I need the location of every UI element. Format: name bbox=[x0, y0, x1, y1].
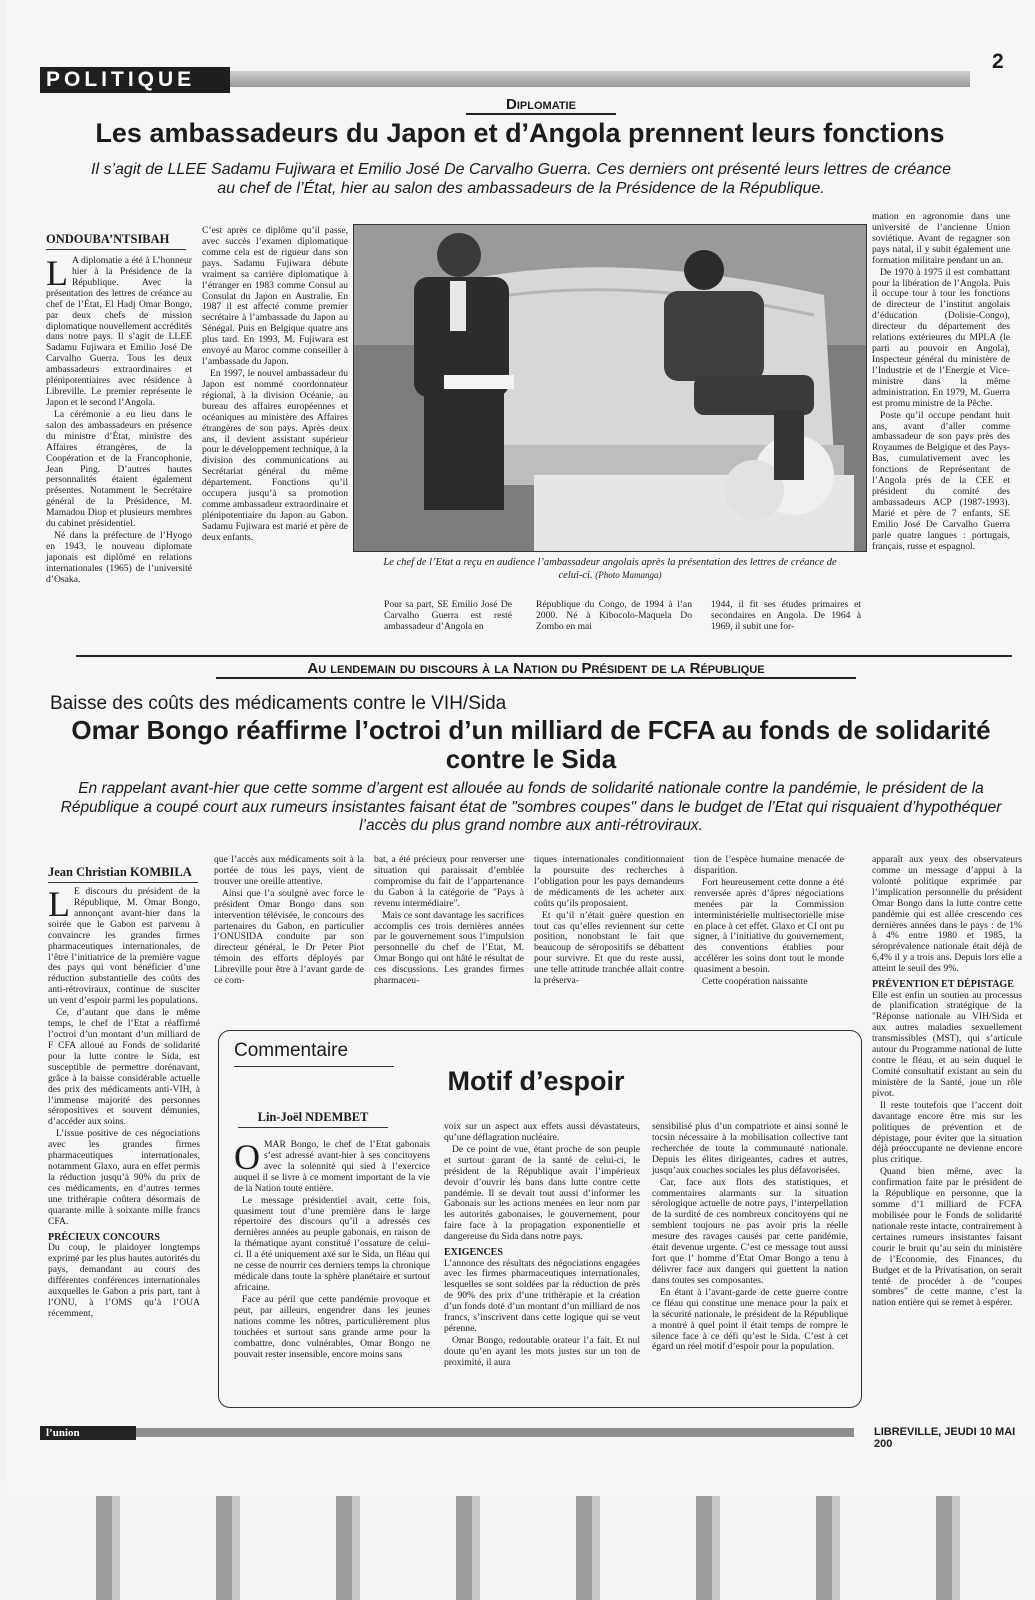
newspaper-sheet bbox=[6, 0, 1035, 1496]
article2-column-4 bbox=[534, 855, 684, 988]
paragraph: Il reste toutefois que l’accent doit davantage encore être mis sur les politiques de prévention et de dépistage, pour éviter que la situation déjà préoccupante ne devienne encore plus critique. bbox=[872, 1099, 1022, 1166]
commentary-byline: Lin-Joël NDEMBET bbox=[238, 1110, 388, 1128]
paragraph: Le message présidentiel avait, cette fois, quasiment tout d’une première dans le large répertoire des discours qu’il a adressés ces dernières années au peuple gabonais, en raison de la thématique ayant constitué l’ossature de celui-ci. Il a été uniquement axé sur le Sida, un fléau qui ne cesse de nourrir ces derniers temps la chronique médicale dans toute la sphère planétaire et surtout africaine. bbox=[234, 1194, 430, 1293]
paragraph: De ce point de vue, étant proche de son peuple et surtout garant de la santé de celui-ci, le président de la République avait l’impérieux devoir d’ouvrir les bans dans lutte contre cette pandémie. Il se devait tout aussi d’informer les Gabonais sur les actions menées en leur nom par les autorités gabonaises, le gouvernement, pour faire face à la propagation exponentielle et dangereuse du Sida dans notre pays. bbox=[444, 1143, 640, 1243]
article1-title: Les ambassadeurs du Japon et d’Angola prennent leurs fonctions bbox=[95, 118, 945, 148]
paragraph: Cette coopération naissante bbox=[702, 976, 808, 988]
paragraph: Ainsi que l’a soulgné avec force le président Omar Bongo dans son intervention télévisée, le concours des partenaires du Gabon, en particulier l’ONUSIDA conduite par son directeur général, le Dr Peter Piot témoin des efforts déployés par Libreville pour être à l’avant garde de ce com- bbox=[214, 887, 364, 987]
article2-column-1 bbox=[48, 884, 200, 1320]
article2-byline: Jean Christian KOMBILA bbox=[48, 865, 198, 883]
paragraph: apparaît aux yeux des observateurs comme un message d’appui à la volonté politique exprimée par l’implication personnelle du président Omar Bongo dans la lutte contre cette pandémie qui est allée crescendo ces dernières années dans le pays : de 1% à 4% entre 1980 et 1985, la séroprévalence nationale était déjà de 6,4% il y a trois ans. Depuis lors elle a atteint le seuil des 9%. bbox=[872, 854, 1022, 975]
paragraph: E discours du président de la République, M. Omar Bongo, annonçant avant-hier dans la soirée que le Gabon est parvenu à convaincre les grandes firmes pharmaceutiques internationales, de l’être l’initiatrice de la première vague des pays qui vont bénéficier d’une réduction substantielle des coûts des anti-rétroviraux, continue de susciter un vent d’espoir parmi les populations. bbox=[48, 886, 200, 1007]
paragraph: Pour sa part, SE Emilio José De Carvalho Guerra est resté ambassadeur d’Angola en bbox=[384, 599, 512, 632]
under-photo-col-2 bbox=[536, 600, 692, 634]
caption-text: Le chef de l’Etat a reçu en audience l’ambassadeur angolais après la présentation des lettres de créance de celui-ci. bbox=[383, 557, 837, 581]
paragraph: De 1970 à 1975 il est combattant pour la libération de l’Angola. Puis il occupe tour à tour les fonctions de directeur de l’institut angolais d’éducation (Dolisie-Congo), directeur du département des relations extérieures du MPLA (le parti au pouvoir en Angola), Inspecteur général du ministère de l’Industrie et de l’Energie et Vice-ministre dans la même administration. En 1979, M. Guerra est promu ministre de la Pêche. bbox=[872, 266, 1010, 409]
article2-column-2 bbox=[214, 855, 364, 988]
rubric-rule bbox=[230, 71, 970, 87]
dateline: LIBREVILLE, JEUDI 10 MAI 200 bbox=[874, 1426, 1016, 1450]
audience-photo bbox=[353, 224, 867, 552]
paragraph: En 1997, le nouvel ambassadeur du Japon est nommé coordonnateur régional, à la division Océanie, au bureau des affaires européennes et océaniques au ministère des Affaires étrangères de son pays. Après deux ans, il devient assistant supérieur pour le développement technique, à la division des communications au Secrétariat général du même département. Fonctions qu’il occupera jusqu’à sa promotion comme ambassadeur extraordinaire et plénipotentiaire du Japon au Gabon. Sadamu Fujiwara est marié et père de deux enfants. bbox=[202, 367, 348, 543]
commentary-title: Motif d’espoir bbox=[447, 1066, 625, 1096]
paragraph: République du Congo, de 1994 à l’an 2000. Né à Kibocolo-Maquela Do Zombo en mai bbox=[536, 599, 692, 632]
paragraph: En étant à l’avant-garde de cette guerre contre ce fléau qui constitue une menace pour la paix et la sécurité nationale, le président de la République a montré à quel point il était temps de rompre le silence face à ce défi qu’est le Sida. C’est à cet égard un réel motif d’espoir pour la population. bbox=[652, 1286, 848, 1353]
article2-column-3 bbox=[374, 855, 524, 988]
paragraph: Du coup, le plaidoyer longtemps exprimé par les plus hautes autorités du pays, demandant au cours des différentes conférences internationales auxquelles le Gabon a pris part, tant à l’ONU, à l’OMS qu’à l’OUA récemment, bbox=[48, 1241, 200, 1319]
paragraph: C’est après ce diplôme qu’il passe, avec succès l’examen diplomatique comme cela est de rigueur dans son pays. Sadamu Fujiwara débute vraiment sa carrière diplomatique à l’étranger en 1983 comme Consul au Consulat du Japon en Australie. En 1987 il est affecté comme premier secrétaire à l’ambassade du Japon au Sénégal. Puis en Belgique quatre ans plus tard. En 1993, M. Fujiwara est envoyé au Maroc comme conseiller à l’ambassade du Japon. bbox=[202, 225, 348, 368]
article1-column-2 bbox=[202, 226, 348, 545]
subheading: EXIGENCES bbox=[444, 1247, 503, 1259]
photo-illustration bbox=[354, 225, 866, 551]
commentary-label-rule bbox=[234, 1066, 394, 1067]
paragraph: A diplomatie a été à bbox=[72, 255, 150, 266]
article1-byline: ONDOUBA’NTSIBAH bbox=[46, 232, 186, 250]
paragraph: sensibilisé plus d’un compatriote et ainsi sonné le tocsin nécessaire à la mobilisation collective tant recherchée de toute la communauté nationale. Depuis les élites dirigeantes, cadres et autres, jusqu’aux couches sociales les plus défavorisées. bbox=[652, 1121, 848, 1176]
newspaper-name: l’union bbox=[40, 1426, 136, 1440]
subheading: PRÉCIEUX CONCOURS bbox=[48, 1231, 160, 1243]
paragraph: Elle est enfin un soutien au processus de planification stratégique de la "Réponse nationale au VIH/Sida et aux autres maladies sexuellement transmissibles (MST), qui s’articule autour du Programme national de lutte contre le fléau, et au sein duquel le Comité consultatif existant au sein du ministère de la Santé, joue un rôle pivot. bbox=[872, 989, 1022, 1099]
paragraph: Né dans la préfecture de l’Hyogo en 1943, le nouveau diplomate japonais est diplômé en relations internationales (1965) de l’université d’Osaka. bbox=[46, 530, 192, 585]
section-divider bbox=[76, 655, 1012, 657]
paragraph: MAR Bongo, le chef de l’Etat gabonais s’est adressé avant-hier à ses concitoyens avec la solennité qui sied à l’exercice auquel il se livre à ce moment important de la vie de la Nation toute entière. bbox=[234, 1139, 430, 1194]
paragraph: Et qu’il n’était guère question en tout cas qu’elles reviennent sur cette position, nonobstant le fait que beaucoup de séropositifs se débattent pour survivre. Et que du reste aussi, une telle attitude tranchée allait contre la préserva- bbox=[534, 909, 684, 987]
page-number: 2 bbox=[992, 50, 1004, 73]
article2-column-6 bbox=[872, 855, 1022, 1310]
article2-kicker: Au lendemain du discours à la Nation du Président de la République bbox=[216, 660, 856, 679]
paragraph: tion de l’espèce humaine menacée de disparition. bbox=[694, 854, 844, 876]
footer-rule bbox=[136, 1428, 854, 1437]
under-photo-col-1 bbox=[384, 600, 512, 634]
article2-title: Omar Bongo réaffirme l’octroi d’un milliard de FCFA au fonds de solidarité contre le Sida bbox=[71, 715, 991, 774]
photo-credit: (Photo Mamanga) bbox=[595, 569, 662, 580]
paragraph: Fort heureusement cette donne a été renversée après d’âpres négociations menées par la Commission interministérielle multisectorielle mise en place à cet effet. Glaxo et CI ont pu signer, à l’initiative du gouvernement, des conventions établies pour accélérer les soins dont tout le monde quasiment a besoin. bbox=[694, 876, 844, 976]
paragraph: que l’accès aux médicaments soit à la portée de tous les pays, vient de trouver une oreille attentive. bbox=[214, 854, 364, 887]
commentary-column-1 bbox=[234, 1137, 430, 1361]
article2-overline: Baisse des coûts des médicaments contre le VIH/Sida bbox=[50, 693, 507, 714]
commentary-column-2 bbox=[444, 1122, 640, 1370]
article1-standfirst: Il s’agit de LLEE Sadamu Fujiwara et Emilio José De Carvalho Guerra. Ces derniers ont présenté leurs lettres de créance au chef de l’État, hier au salon des ambassadeurs de la Présidence de la République. bbox=[91, 161, 951, 198]
paragraph: mation en agronomie dans une université de l’ancienne Union soviétique. Avant de regagner son pays natal, il y subit également une formation militaire pendant un an. bbox=[872, 211, 1010, 266]
paragraph: L’issue positive de ces négociations avec les grandes firmes pharmaceutiques internationales, notamment Glaxo, aura en effet permis la réduction jusqu’à 90% du prix de ces médicaments, en d’autres termes une trithérapie coûtera désormais de quarante mille à soixante mille francs CFA. bbox=[48, 1128, 200, 1227]
paragraph: voix sur un aspect aux effets aussi dévastateurs, qu’une déflagration nucléaire. bbox=[444, 1121, 640, 1143]
paragraph: bat, a été précieux pour renverser une situation qui paraissait d’emblée compromise du fait de l’appartenance du Gabon à la catégorie de "Pays à revenu intermédiaire". bbox=[374, 854, 524, 909]
paragraph: Car, face aux flots des statistiques, et commentaires alarmants sur la situation sérologique actuelle de notre pays, l’interpellation de la surdité de ces nombreux concitoyens qui ne semblent toujours ne pas avoir pris la réelle mesure des ravages causés par cette pandémie, était devenue urgente. C’est ce message tout aussi fort que l’ homme d’Etat Omar Bongo a tenu à délivrer face aux dangers qui guettent la nation dans toutes ses composantes. bbox=[652, 1176, 848, 1286]
commentary-column-3 bbox=[652, 1122, 848, 1354]
article2-standfirst: En rappelant avant-hier que cette somme d’argent est allouée au fonds de solidarité nationale contre la pandémie, le président de la République a coupé court aux rumeurs insistantes faisant état de "sombres coupes" dans le budget de l’Etat qui risquaient d’hypothéquer l’accès du plus grand nombre aux anti-rétroviraux. bbox=[60, 780, 1002, 835]
paragraph: 1944, il fit ses études primaires et secondaires en Angola. De 1964 à 1969, il subit une for- bbox=[711, 599, 861, 632]
article1-column-right bbox=[872, 212, 1010, 554]
dropcap: L bbox=[46, 253, 68, 293]
subheading: PRÉVENTION ET DÉPISTAGE bbox=[872, 979, 1014, 991]
article2-column-5 bbox=[694, 855, 844, 989]
section-rubric: POLITIQUE bbox=[40, 67, 230, 93]
article1-kicker: Diplomatie bbox=[466, 96, 616, 115]
paragraph: Omar Bongo, redoutable orateur l’a fait. Et nul doute qu’en ayant les mots justes sur un ton de proximité, il aura bbox=[444, 1334, 640, 1368]
paragraph: L’annonce des résultats des négociations engagées avec les firmes pharmaceutiques internationales, lesquelles se sont soldées par la réduction de près de 90% des prix d’une trithérapie et la création d’un fonds doté d’un montant d’un milliard de nos francs, s’inscrivent dans cette logique qui se veut pérenne. bbox=[444, 1257, 640, 1335]
paragraph: Quand bien même, avec la confirmation faite par le président de la République en personne, que la somme d’1 milliard de FCFA mobilisée pour le Fonds de solidarité nationale reste intacte, contrairement à certaines rumeurs insistantes faisant courir le bruit qu’au sein du ministère de l’Economie, des Finances, du Budget et de la Privatisation, on serait tenté de procéder à de "coupes sombres" de cette manne, c’est la nation entière qui se remet à espérer. bbox=[872, 1166, 1022, 1309]
under-photo-col-3 bbox=[711, 600, 861, 634]
paragraph: Mais ce sont davantage les sacrifices accomplis ces trois dernières années par le gouvernement sous l’impulsion personnelle du chef de l’Etat, M. Omar Bongo qui ont hâté le résultat de ces discussions. Les grandes firmes pharmaceu- bbox=[374, 909, 524, 987]
background-rail bbox=[0, 1480, 1035, 1600]
paragraph: Face au péril que cette pandémie provoque et peut, par ailleurs, engendrer dans les jeunes nations comme les nôtres, particulièrement plus touchées et surtout sans grande arme pour la combattre, donc vulnérables, Omar Bongo ne pouvait rester insensible, encore moins sans bbox=[234, 1293, 430, 1360]
paragraph: Poste qu’il occupe pendant huit ans, avant d’aller comme ambassadeur de son pays près des Royaumes de Belgique et des Pays-Bas, cumulativement avec les fonctions de Représentant de l’Angola près de la CEE et président du comité des ambassadeurs ACP (1987-1993). Marié et père de 7 enfants, SE Emilio José De Carvalho Guerra parle quatre langues : portugais, français, russe et espagnol. bbox=[872, 409, 1010, 552]
paragraph: L’honneur hier à la Présidence de la République. Avec la présentation des lettres de créance au chef de l’État, El Hadj Omar Bongo, par deux chefs de mission diplomatique nouvellement accrédités dans notre pays. Il s’agit de LLEE Sadamu Fujiwara et Emilio José De Carvalho Guerra. Tous les deux ambassadeurs extraordinaires et plénipotentiaires avec résidence à Libreville. Le premier représente le Japon et le second l’Angola. bbox=[46, 255, 192, 408]
article1-column-1 bbox=[46, 253, 192, 587]
paragraph: tiques internationales conditionnaient la poursuite des recherches à l’obligation pour les pays demandeurs de médicaments de les acheter aux coûts qu’ils proposaient. bbox=[534, 854, 684, 909]
paragraph: Ce, d’autant que dans le même temps, le chef de l’Etat a réaffirmé l’octroi d’un montant d’un milliard de F CFA alloué au Fonds de solidarité pour la lutte contre le Sida, est susceptible de permettre dorénavant, grâce à la baisse considérable actuelle des prix des médicaments anti-VIH, à l’immense majorité des personnes séropositives et souvent démunies, d’accéder aux soins. bbox=[48, 1007, 200, 1128]
commentary-label: Commentaire bbox=[234, 1040, 349, 1061]
dropcap: O bbox=[234, 1137, 260, 1177]
dropcap: L bbox=[48, 884, 70, 924]
photo-caption bbox=[371, 557, 849, 582]
paragraph: La cérémonie a eu lieu dans le salon des ambassadeurs en présence du ministre d’État, ministre des Affaires étrangères, de la Coopération et de la Francophonie, Jean Ping. D’autres hautes personnalités étaient également présentes. Notamment le Secrétaire général de la Présidence, M. Mamadou Diop et plusieurs membres du cabinet présidentiel. bbox=[46, 408, 192, 530]
